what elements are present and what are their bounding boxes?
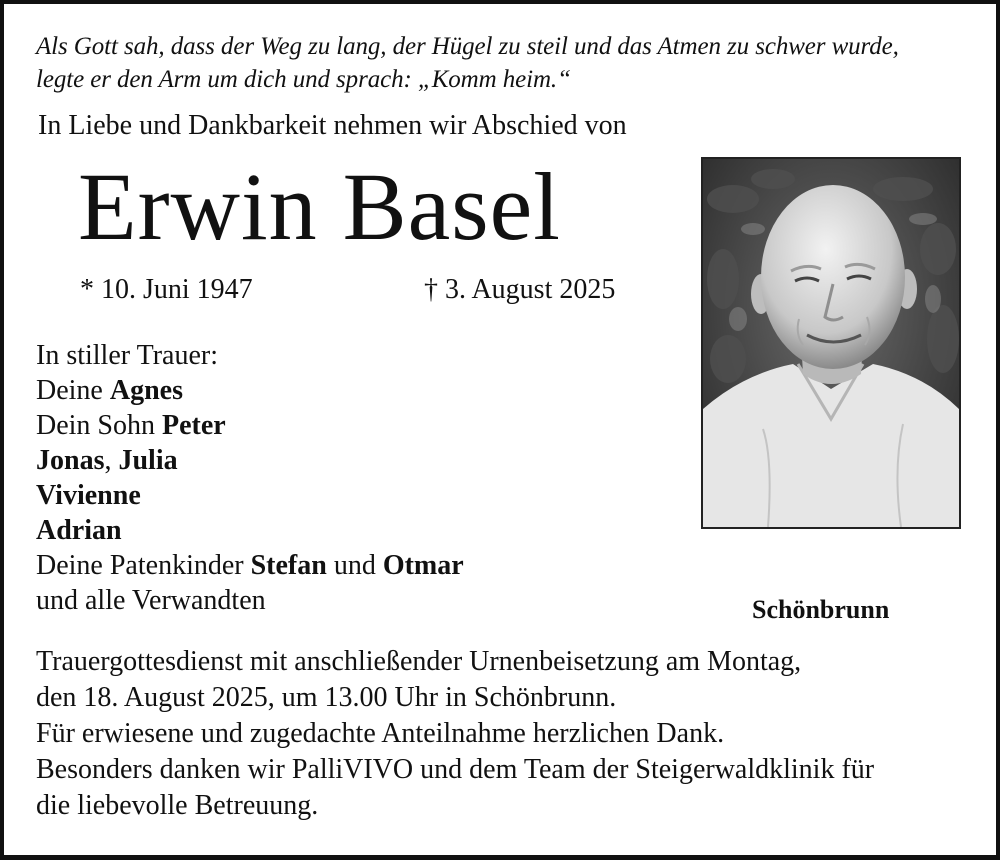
service-info — [36, 644, 874, 824]
portrait-illustration — [703, 159, 959, 527]
mourner-name: Adrian — [36, 515, 122, 546]
intro-text: In Liebe und Dankbarkeit nehmen wir Abschied von — [38, 110, 627, 141]
mourner-name: Julia — [118, 445, 178, 476]
mourner-line — [36, 513, 464, 548]
birth-date: * 10. Juni 1947 — [80, 274, 253, 305]
mourner-relation: Deine Patenkinder — [36, 550, 251, 581]
quote-line-1: Als Gott sah, dass der Weg zu lang, der Hügel zu steil und das Atmen zu schwer wurde, — [36, 33, 899, 60]
mourner-line — [36, 443, 464, 478]
quote-line-2: legte er den Arm um dich und sprach: „Komm heim.“ — [36, 66, 571, 93]
mourner-relation: Deine — [36, 375, 110, 406]
mourner-name: Vivienne — [36, 480, 141, 511]
service-line: den 18. August 2025, um 13.00 Uhr in Schönbrunn. — [36, 682, 617, 713]
mourner-line — [36, 373, 464, 408]
mourner-name: Stefan — [250, 550, 327, 581]
mourner-separator: und — [326, 550, 383, 581]
mourner-line — [36, 478, 464, 513]
place-name: Schönbrunn — [752, 595, 890, 624]
mourner-name: Peter — [162, 410, 226, 441]
mourner-relation: Dein Sohn — [36, 410, 162, 441]
mourning-block — [36, 338, 464, 618]
memorial-quote — [36, 30, 976, 96]
service-line: Trauergottesdienst mit anschließender Urnenbeisetzung am Montag, — [36, 646, 802, 677]
mourner-line — [36, 408, 464, 443]
mourner-separator: , — [104, 445, 119, 476]
service-line: die liebevolle Betreuung. — [36, 790, 319, 821]
mourning-heading: In stiller Trauer: — [36, 340, 218, 371]
deceased-name: Erwin Basel — [78, 153, 561, 260]
mourner-name: Agnes — [109, 375, 183, 406]
portrait-photo — [701, 157, 961, 529]
death-date: † 3. August 2025 — [424, 274, 616, 305]
mourner-line: und alle Verwandten — [36, 585, 266, 616]
service-line: Für erwiesene und zugedachte Anteilnahme herzlichen Dank. — [36, 718, 725, 749]
mourner-name: Jonas — [36, 445, 105, 476]
mourner-name: Otmar — [382, 550, 464, 581]
mourner-line — [36, 548, 464, 583]
service-line: Besonders danken wir PalliVIVO und dem Team der Steigerwaldklinik für — [36, 754, 875, 785]
